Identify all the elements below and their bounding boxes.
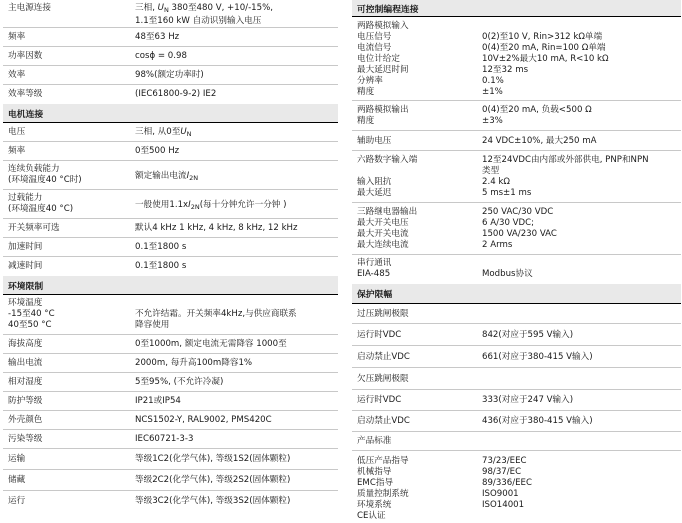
value-part: 一般使用1.1x xyxy=(135,200,189,210)
row-value: 不允许结霜。开关频率4kHz,与供应商联系 降容使用 xyxy=(135,309,297,330)
right-column xyxy=(352,0,681,523)
spec-row xyxy=(3,66,338,85)
spec-row xyxy=(352,390,681,411)
row-label: 加速时间 xyxy=(8,242,43,252)
row-label: 频率 xyxy=(8,146,26,156)
row-label: 三路继电器输出 最大开关电压 最大开关电流 最大连续电流 xyxy=(357,207,418,250)
row-label: 防护等级 xyxy=(8,396,43,406)
row-label: 开关频率可选 xyxy=(8,223,60,233)
spec-row xyxy=(352,346,681,368)
value-part: 额定输出电流 xyxy=(135,171,187,181)
spec-row xyxy=(352,151,681,203)
value-part: 380至480 V, +10/-15%, 1.1至160 kW 自动识别输入电压 xyxy=(135,3,273,26)
section-title-motor: 电机连接 xyxy=(3,104,338,123)
row-label: 功率因数 xyxy=(8,51,43,61)
spec-row xyxy=(352,131,681,151)
row-value: 0.1至1800 s xyxy=(135,242,187,252)
row-value: (IEC61800-9-2) IE2 xyxy=(135,89,217,99)
row-label: 运行时VDC xyxy=(357,395,402,405)
spec-row xyxy=(352,411,681,432)
row-value: 12至24VDC由内部或外部供电, PNP和NPN 类型 2.4 kΩ 5 ms±1 ms xyxy=(482,155,649,198)
row-label: 启动禁止VDC xyxy=(357,416,410,426)
row-label: 启动禁止VDC xyxy=(357,352,410,362)
row-value: IP21或IP54 xyxy=(135,396,181,406)
value-subscript: 2N xyxy=(190,203,200,211)
row-value: cosϕ = 0.98 xyxy=(135,51,187,61)
row-label: 外壳颜色 xyxy=(8,415,43,425)
row-value: 0至500 Hz xyxy=(135,146,180,156)
value-subscript: N xyxy=(163,6,169,14)
row-label: 主电源连接 xyxy=(8,3,51,13)
spec-row xyxy=(3,470,338,491)
row-value: 842(对应于595 V输入) xyxy=(482,330,574,340)
spec-row xyxy=(352,255,681,284)
value-subscript: 2N xyxy=(189,174,199,182)
spec-row xyxy=(3,85,338,104)
row-label: 环境温度 -15至40 °C 40至50 °C xyxy=(8,298,55,330)
spec-row xyxy=(3,161,338,190)
row-label: 海拔高度 xyxy=(8,339,43,349)
spec-row xyxy=(3,411,338,430)
spec-row xyxy=(3,257,338,276)
row-value: 等级2C2(化学气体), 等级2S2(固体颗粒) xyxy=(135,475,291,485)
row-value: 等级1C2(化学气体), 等级1S2(固体颗粒) xyxy=(135,454,291,464)
left-column xyxy=(3,0,338,511)
spec-row xyxy=(3,295,338,335)
row-value: 661(对应于380-415 V输入) xyxy=(482,352,593,362)
spec-row xyxy=(3,190,338,219)
spec-row xyxy=(3,219,338,238)
row-label: 储藏 xyxy=(8,475,26,485)
spec-row xyxy=(352,101,681,131)
spec-row xyxy=(3,373,338,392)
spec-row xyxy=(3,47,338,66)
row-value: 2000m, 每升高100m降容1% xyxy=(135,358,253,368)
spec-row xyxy=(3,123,338,142)
row-value: 0(4)至20 mA, 负载<500 Ω ±3% xyxy=(482,105,592,126)
row-value: 436(对应于380-415 V输入) xyxy=(482,416,593,426)
row-value xyxy=(135,171,198,184)
row-value: NCS1502-Y, RAL9002, PMS420C xyxy=(135,415,272,425)
spec-row xyxy=(3,335,338,354)
row-value: 0至1000m, 额定电流无需降容 1000至 xyxy=(135,339,287,349)
row-value: 24 VDC±10%, 最大250 mA xyxy=(482,136,597,146)
spec-row xyxy=(352,304,681,324)
row-label: 运行 xyxy=(8,496,26,506)
row-value: 等级3C2(化学气体), 等级3S2(固体颗粒) xyxy=(135,496,291,506)
row-label: 六路数字输入端 输入阻抗 最大延迟 xyxy=(357,155,418,198)
row-label: 效率 xyxy=(8,70,26,80)
spec-row-mains xyxy=(3,0,338,28)
row-value: 0(2)至10 V, Rin>312 kΩ单端 0(4)至20 mA, Rin=100 Ω单端 10V±2%最大10 mA, R<10 kΩ 12至32 ms 0.1% ±1% xyxy=(482,32,609,97)
row-label: 输出电流 xyxy=(8,358,43,368)
row-label: 减速时间 xyxy=(8,261,43,271)
value-symbol: U xyxy=(157,3,164,13)
spec-row xyxy=(352,451,681,523)
row-label: 欠压跳闸极限 xyxy=(357,374,409,384)
row-label: 频率 xyxy=(8,32,26,42)
spec-row xyxy=(3,430,338,449)
row-label: 两路模拟输出 精度 xyxy=(357,105,409,126)
row-value: 5至95%, (不允许冷凝) xyxy=(135,377,224,387)
row-value: 默认4 kHz 1 kHz, 4 kHz, 8 kHz, 12 kHz xyxy=(135,223,298,233)
spec-row xyxy=(3,28,338,47)
section-title-io: 可控制编程连接 xyxy=(352,0,681,17)
spec-row xyxy=(352,368,681,390)
value-part: 三相, xyxy=(135,3,158,13)
value-part: 三相, 从0至 xyxy=(135,127,181,137)
value-symbol: U xyxy=(180,127,187,137)
spec-row xyxy=(3,392,338,411)
row-label: 污染等级 xyxy=(8,434,43,444)
value-symbol: I xyxy=(188,200,191,210)
row-value: IEC60721-3-3 xyxy=(135,434,194,444)
row-label: 运行时VDC xyxy=(357,330,402,340)
row-value: 0.1至1800 s xyxy=(135,261,187,271)
row-label: 效率等级 xyxy=(8,89,43,99)
row-label: 串行通讯 EIA-485 xyxy=(357,258,392,279)
spec-row xyxy=(3,142,338,161)
row-value xyxy=(135,127,191,140)
row-label: 两路模拟输入 电压信号 电流信号 电位计给定 最大延迟时间 分辨率 精度 xyxy=(357,21,409,97)
row-value: 250 VAC/30 VDC 6 A/30 VDC; 1500 VA/230 VAC 2 Arms xyxy=(482,207,557,250)
row-value: 333(对应于247 V输入) xyxy=(482,395,574,405)
spec-row xyxy=(352,324,681,346)
spec-row xyxy=(352,17,681,101)
section-title-protection: 保护限幅 xyxy=(352,284,681,304)
spec-row xyxy=(352,432,681,451)
row-label: 过压跳闸极限 xyxy=(357,309,409,319)
row-value: 98%(额定功率时) xyxy=(135,70,204,80)
row-value: 48至63 Hz xyxy=(135,32,180,42)
row-value: Modbus协议 xyxy=(482,269,533,279)
row-label: 产品标准 xyxy=(357,436,392,446)
spec-row xyxy=(3,449,338,470)
spec-row xyxy=(3,354,338,373)
row-label: 相对湿度 xyxy=(8,377,43,387)
value-part: (每十分钟允许一分钟 ) xyxy=(199,200,287,210)
row-label: 辅助电压 xyxy=(357,136,392,146)
spec-row xyxy=(3,238,338,257)
row-label: 过载能力 (环境温度40 °C) xyxy=(8,193,74,214)
section-title-environment: 环境限制 xyxy=(3,276,338,295)
row-label: 运输 xyxy=(8,454,26,464)
row-label: 电压 xyxy=(8,127,26,137)
spec-row xyxy=(352,203,681,255)
row-label: 连续负载能力 (环境温度40 °C时) xyxy=(8,164,82,185)
row-value xyxy=(135,3,273,27)
value-subscript: N xyxy=(186,130,192,138)
value-symbol: I xyxy=(186,171,190,181)
row-value: 73/23/EEC 98/37/EC 89/336/EEC ISO9001 ISO14001 xyxy=(482,456,532,510)
spec-row xyxy=(3,491,338,511)
row-label: 低压产品指导 机械指导 EMC指导 质量控制系统 环境系统 CE认证 xyxy=(357,456,409,521)
row-value xyxy=(135,200,286,213)
